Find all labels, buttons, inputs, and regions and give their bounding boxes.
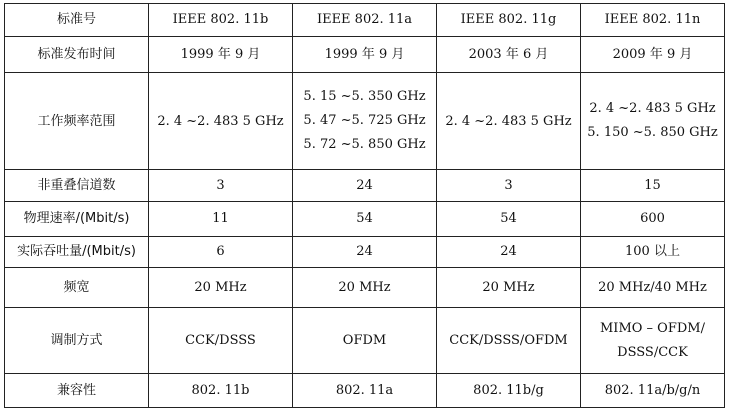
cell-physical-rate-80211b [149, 201, 293, 236]
cell-text: 24 [356, 244, 373, 260]
table-row-physical-rate [5, 201, 725, 236]
cell-release-date-80211b [149, 36, 293, 73]
cell-release-date-80211n [581, 36, 725, 73]
cell-text-line-3: 5. 72 ~5. 850 GHz [303, 137, 426, 153]
cell-physical-rate-80211n [581, 201, 725, 236]
row-label-modulation: 调制方式 [5, 307, 149, 373]
cell-physical-rate-80211g [437, 201, 581, 236]
cell-throughput-80211b [149, 236, 293, 268]
cell-frequency-range-80211n [581, 73, 725, 170]
cell-frequency-range-80211b [149, 73, 293, 170]
table-row-frequency-range [5, 73, 725, 170]
cell-compatibility-80211b [149, 374, 293, 408]
ieee-802-11-comparison-table [4, 3, 725, 408]
cell-compatibility-80211a [293, 374, 437, 408]
cell-bandwidth-80211g [437, 268, 581, 308]
cell-text: 802. 11b [191, 383, 250, 399]
header-label-standard-number: 标准号 [5, 4, 149, 37]
cell-release-date-80211a [293, 36, 437, 73]
cell-bandwidth-80211b [149, 268, 293, 308]
cell-throughput-80211a [293, 236, 437, 268]
cell-modulation-80211b [149, 307, 293, 373]
cell-bandwidth-80211a [293, 268, 437, 308]
header-col-80211n: IEEE 802. 11n [581, 4, 725, 37]
cell-channels-80211b [149, 170, 293, 202]
cell-text: 54 [500, 211, 517, 227]
cell-text: CCK/DSSS/OFDM [449, 333, 568, 349]
cell-text-line-1: 5. 15 ~5. 350 GHz [303, 89, 426, 105]
ieee-802-11-comparison-table-container [4, 3, 725, 408]
cell-modulation-80211n [581, 307, 725, 373]
cell-physical-rate-80211a [293, 201, 437, 236]
cell-throughput-80211n [581, 236, 725, 268]
cell-text-line-2: DSSS/CCK [617, 344, 688, 360]
cell-text: 15 [644, 178, 661, 194]
cell-text: 2. 4 ~2. 483 5 GHz [445, 113, 572, 129]
cell-text-line-2: 5. 150 ~5. 850 GHz [587, 125, 718, 141]
cell-text: 24 [356, 178, 373, 194]
cell-channels-80211a [293, 170, 437, 202]
table-row-compatibility [5, 374, 725, 408]
table-row-modulation [5, 307, 725, 373]
cell-text: 20 MHz [194, 280, 247, 296]
cell-bandwidth-80211n [581, 268, 725, 308]
cell-text: 100 以上 [625, 244, 680, 260]
cell-text: 3 [504, 178, 513, 194]
cell-throughput-80211g [437, 236, 581, 268]
header-col-80211g: IEEE 802. 11g [437, 4, 581, 37]
cell-text: OFDM [342, 333, 387, 349]
cell-text: 54 [356, 211, 373, 227]
cell-text: 802. 11a/b/g/n [604, 383, 701, 399]
cell-text-line-1: MIMO – OFDM/ [600, 320, 705, 336]
cell-text-line-2: 5. 47 ~5. 725 GHz [303, 113, 426, 129]
cell-channels-80211g [437, 170, 581, 202]
row-label-physical-rate: 物理速率/(Mbit/s) [5, 201, 149, 236]
cell-text: 3 [216, 178, 225, 194]
header-col-80211a: IEEE 802. 11a [293, 4, 437, 37]
cell-channels-80211n [581, 170, 725, 202]
cell-frequency-range-80211a [293, 73, 437, 170]
table-header-row [5, 4, 725, 37]
row-label-bandwidth: 频宽 [5, 268, 149, 308]
cell-text: CCK/DSSS [185, 333, 256, 349]
row-label-non-overlapping-channels: 非重叠信道数 [5, 170, 149, 202]
cell-text: 6 [216, 244, 225, 260]
cell-text: 2009 年 9 月 [612, 47, 693, 62]
cell-text: 11 [212, 211, 229, 227]
table-row-non-overlapping-channels [5, 170, 725, 202]
table-row-release-date [5, 36, 725, 73]
table-row-actual-throughput [5, 236, 725, 268]
cell-release-date-80211g [437, 36, 581, 73]
cell-text: 20 MHz [338, 280, 391, 296]
row-label-compatibility: 兼容性 [5, 374, 149, 408]
cell-modulation-80211a [293, 307, 437, 373]
cell-text: 802. 11a [335, 383, 394, 399]
cell-text-line-1: 2. 4 ~2. 483 5 GHz [589, 101, 716, 117]
cell-text: 1999 年 9 月 [324, 47, 405, 62]
table-row-bandwidth [5, 268, 725, 308]
cell-text: 24 [500, 244, 517, 260]
cell-text: 2. 4 ~2. 483 5 GHz [157, 113, 284, 129]
cell-text: 600 [640, 211, 665, 227]
cell-compatibility-80211g [437, 374, 581, 408]
cell-text: 20 MHz/40 MHz [598, 280, 707, 296]
cell-text: 20 MHz [482, 280, 535, 296]
row-label-release-date: 标准发布时间 [5, 36, 149, 73]
row-label-actual-throughput: 实际吞吐量/(Mbit/s) [5, 236, 149, 268]
header-col-80211b: IEEE 802. 11b [149, 4, 293, 37]
cell-text: 1999 年 9 月 [180, 47, 261, 62]
cell-compatibility-80211n [581, 374, 725, 408]
cell-modulation-80211g [437, 307, 581, 373]
cell-text: 2003 年 6 月 [468, 47, 549, 62]
cell-frequency-range-80211g [437, 73, 581, 170]
row-label-frequency-range: 工作频率范围 [5, 73, 149, 170]
cell-text: 802. 11b/g [473, 383, 544, 399]
